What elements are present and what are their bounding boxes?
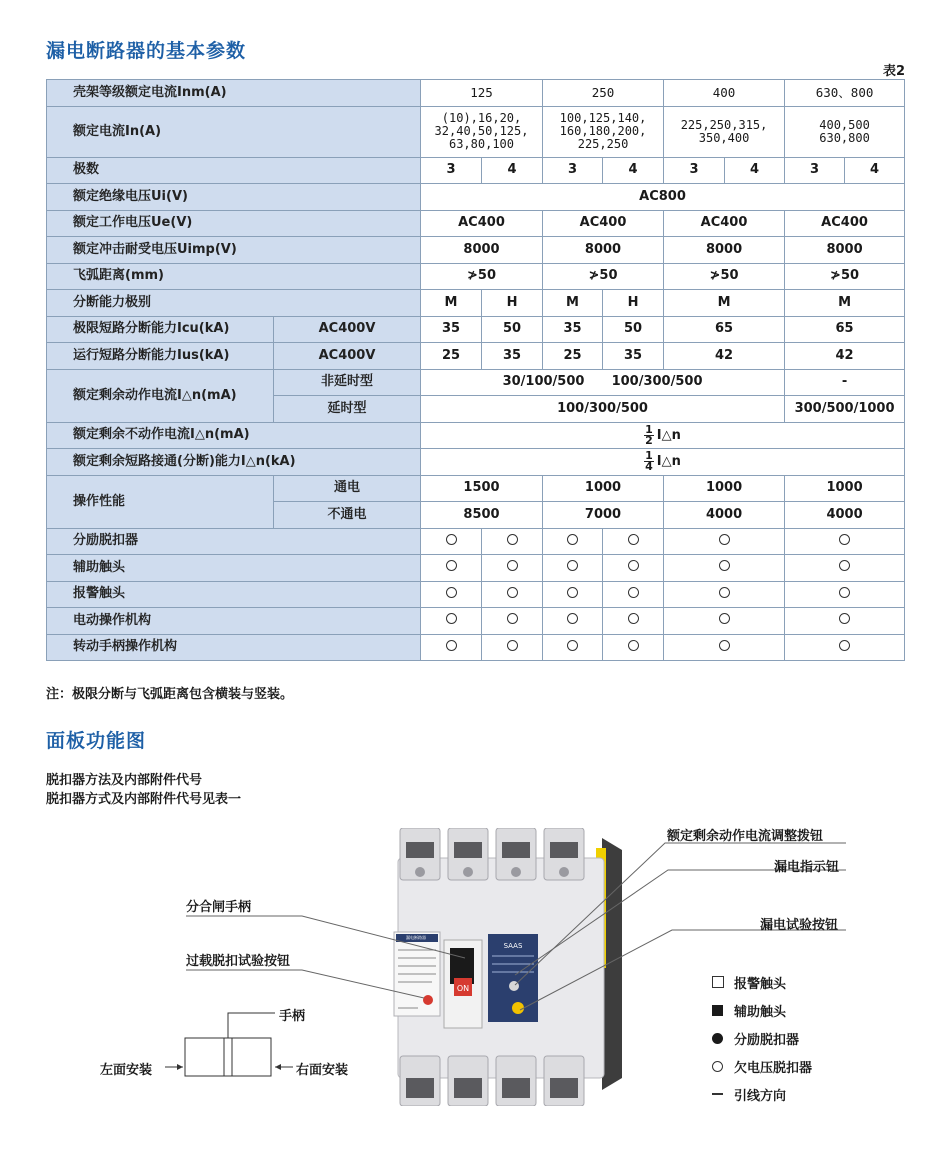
legend xyxy=(712,968,812,1108)
table-cell: 8500 xyxy=(421,502,543,529)
row-label: 操作性能 xyxy=(47,475,274,528)
row-label: 极数 xyxy=(47,157,421,184)
table-cell: 4000 xyxy=(785,502,905,529)
table-cell: 35 xyxy=(543,316,603,343)
table-cell: 3 xyxy=(543,157,603,184)
row-label: 额定剩余动作电流I△n(mA) xyxy=(47,369,274,422)
row-sublabel: 不通电 xyxy=(274,502,421,529)
row-sublabel: 非延时型 xyxy=(274,369,421,396)
table-cell-value: 30/100/500 xyxy=(502,374,585,390)
fraction: $\frac{1}{2}$ xyxy=(645,422,653,447)
section-title-panel: 面板功能图 xyxy=(46,730,147,752)
table-cell: 250 xyxy=(543,80,664,107)
table-cell: ≯50 xyxy=(421,263,543,290)
table-cell: AC400 xyxy=(664,210,785,237)
row-label: 飞弧距离(mm) xyxy=(47,263,421,290)
callout-residual-adjust: 额定剩余动作电流调整拨钮 xyxy=(667,829,824,844)
table-cell: 50 xyxy=(482,316,543,343)
row-label: 报警触头 xyxy=(47,581,421,608)
table-cell: M xyxy=(785,290,905,317)
row-label: 额定剩余不动作电流I△n(mA) xyxy=(47,422,421,449)
filled-square-icon xyxy=(712,1005,734,1016)
legend-label: 分励脱扣器 xyxy=(734,1032,800,1048)
table-cell: 25 xyxy=(421,343,482,370)
legend-item xyxy=(712,1052,812,1080)
row-label: 壳架等级额定电流Inm(A) xyxy=(47,80,421,107)
legend-label: 欠电压脱扣器 xyxy=(734,1060,813,1076)
table-cell: 300/500/1000 xyxy=(785,396,905,423)
legend-item xyxy=(712,1024,812,1052)
row-sublabel: AC400V xyxy=(274,343,421,370)
table-cell: 65 xyxy=(664,316,785,343)
table-cell: 65 xyxy=(785,316,905,343)
table-cell: 35 xyxy=(603,343,664,370)
table-cell: 35 xyxy=(421,316,482,343)
on-label: ON xyxy=(456,984,470,993)
table-cell: 42 xyxy=(664,343,785,370)
row-label: 额定绝缘电压Ui(V) xyxy=(47,184,421,211)
table-cell: 4 xyxy=(845,157,905,184)
legend-item xyxy=(712,996,812,1024)
table-cell: 100/300/500 xyxy=(421,396,785,423)
row-label: 额定剩余短路接通(分断)能力I△n(kA) xyxy=(47,449,421,476)
table-cell: 225,250,315, 350,400 xyxy=(664,106,785,157)
fraction: $\frac{1}{4}$ xyxy=(645,449,653,474)
table-cell: 42 xyxy=(785,343,905,370)
subtitle-line-1: 脱扣器方法及内部附件代号 xyxy=(46,773,203,788)
callout-handle: 分合闸手柄 xyxy=(186,900,252,915)
table-id: 表2 xyxy=(882,64,905,79)
table-cell: ≯50 xyxy=(543,263,664,290)
row-label: 转动手柄操作机构 xyxy=(47,634,421,661)
table-cell: 630、800 xyxy=(785,80,905,107)
table-cell: 8000 xyxy=(785,237,905,264)
mounting-handle-label: 手柄 xyxy=(279,1009,306,1024)
row-label: 额定工作电压Ue(V) xyxy=(47,210,421,237)
row-label: 极限短路分断能力Icu(kA) xyxy=(47,316,274,343)
unit-text: I△n xyxy=(656,427,681,443)
table-cell: 100,125,140, 160,180,200, 225,250 xyxy=(543,106,664,157)
nameplate-caption: 漏电断路器 xyxy=(406,935,426,940)
table-cell: 400,500 630,800 xyxy=(785,106,905,157)
row-sublabel: 通电 xyxy=(274,475,421,502)
table-cell: (10),16,20, 32,40,50,125, 63,80,100 xyxy=(421,106,543,157)
table-cell: 1000 xyxy=(785,475,905,502)
table-cell: 8000 xyxy=(664,237,785,264)
table-cell: 4 xyxy=(482,157,543,184)
table-cell: 1000 xyxy=(543,475,664,502)
table-cell: 400 xyxy=(664,80,785,107)
table-cell-value: 100/300/500 xyxy=(611,374,703,390)
unit-text: I△n xyxy=(656,454,681,470)
dash-icon xyxy=(712,1093,734,1095)
table-cell: ≯50 xyxy=(664,263,785,290)
callout-leak-indicator: 漏电指示钮 xyxy=(774,860,840,875)
row-label: 分断能力极别 xyxy=(47,290,421,317)
legend-label: 报警触头 xyxy=(734,976,787,992)
row-label: 额定电流In(A) xyxy=(47,106,421,157)
table-cell: AC400 xyxy=(543,210,664,237)
section-title-parameters: 漏电断路器的基本参数 xyxy=(46,40,247,62)
table-cell: 4 xyxy=(603,157,664,184)
row-sublabel: AC400V xyxy=(274,316,421,343)
table-cell: 25 xyxy=(543,343,603,370)
row-label: 额定冲击耐受电压Uimp(V) xyxy=(47,237,421,264)
table-cell: M xyxy=(543,290,603,317)
table-cell: 125 xyxy=(421,80,543,107)
row-label: 辅助触头 xyxy=(47,555,421,582)
table-cell: 3 xyxy=(664,157,725,184)
table-cell: 8000 xyxy=(421,237,543,264)
table-cell: - xyxy=(785,369,905,396)
table-cell: 1000 xyxy=(664,475,785,502)
hollow-circle-icon xyxy=(712,1061,734,1072)
row-label: 运行短路分断能力Ius(kA) xyxy=(47,343,274,370)
legend-label: 引线方向 xyxy=(734,1088,787,1104)
table-cell: 4 xyxy=(725,157,785,184)
mounting-right-label: 右面安装 xyxy=(296,1063,349,1078)
mounting-left-label: 左面安装 xyxy=(100,1063,153,1078)
table-cell: AC400 xyxy=(785,210,905,237)
table-cell: 3 xyxy=(421,157,482,184)
table-cell: 3 xyxy=(785,157,845,184)
subtitle-line-2: 脱扣器方式及内部附件代号见表一 xyxy=(46,792,242,807)
legend-item xyxy=(712,1080,812,1108)
table-cell: 1500 xyxy=(421,475,543,502)
table-cell: 50 xyxy=(603,316,664,343)
row-sublabel: 延时型 xyxy=(274,396,421,423)
row-label: 分励脱扣器 xyxy=(47,528,421,555)
table-cell: M xyxy=(421,290,482,317)
legend-item xyxy=(712,968,812,996)
table-cell: M xyxy=(664,290,785,317)
hollow-square-icon xyxy=(712,976,734,988)
legend-label: 辅助触头 xyxy=(734,1004,787,1020)
table-cell: 8000 xyxy=(543,237,664,264)
row-label: 电动操作机构 xyxy=(47,608,421,635)
table-cell: H xyxy=(482,290,543,317)
callout-leak-test: 漏电试验按钮 xyxy=(760,918,839,933)
table-cell: 7000 xyxy=(543,502,664,529)
callout-overload-test: 过载脱扣试验按钮 xyxy=(186,954,291,969)
table-cell: AC400 xyxy=(421,210,543,237)
table-cell: H xyxy=(603,290,664,317)
table-cell: 35 xyxy=(482,343,543,370)
table-cell: ≯50 xyxy=(785,263,905,290)
brand-label: SAAS xyxy=(503,942,523,950)
table-note: 注：极限分断与飞弧距离包含横装与竖装。 xyxy=(46,687,294,702)
table-cell: AC800 xyxy=(421,184,905,211)
table-cell: 4000 xyxy=(664,502,785,529)
filled-circle-icon xyxy=(712,1033,734,1044)
